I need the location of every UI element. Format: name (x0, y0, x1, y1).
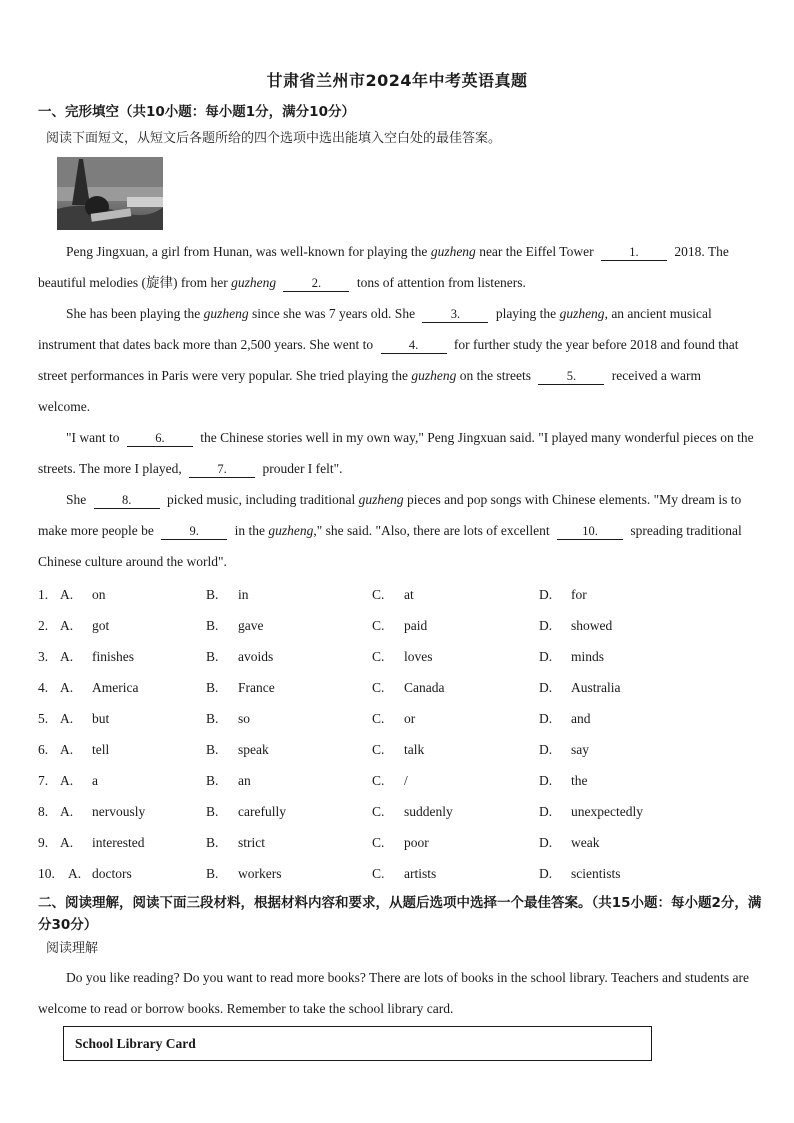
blank-4: 4. (381, 337, 447, 354)
option-text: or (404, 711, 416, 726)
option-text: unexpectedly (571, 804, 643, 819)
option-text: scientists (571, 866, 621, 881)
option-letter: D. (539, 587, 553, 602)
option-text: in (238, 587, 249, 602)
option-b[interactable] (206, 827, 265, 858)
options-list (38, 579, 754, 889)
section2-instruction: 阅读理解 (46, 941, 99, 956)
option-text: America (92, 680, 139, 695)
option-letter: C. (372, 742, 385, 757)
option-letter: D. (539, 680, 553, 695)
option-letter: B. (206, 835, 219, 850)
question-options (38, 672, 754, 703)
option-d[interactable] (539, 796, 643, 827)
text: in the (231, 523, 269, 538)
option-b[interactable] (206, 858, 282, 889)
option-text: weak (571, 835, 600, 850)
question-options (38, 641, 754, 672)
option-d[interactable] (539, 858, 621, 889)
text: tons of attention from listeners. (353, 275, 526, 290)
option-letter: A. (60, 680, 74, 695)
option-c[interactable] (372, 610, 427, 641)
blank-2: 2. (283, 275, 349, 292)
blank-7: 7. (189, 461, 255, 478)
option-letter: D. (539, 711, 553, 726)
option-text: carefully (238, 804, 286, 819)
option-c[interactable] (372, 734, 424, 765)
option-text: finishes (92, 649, 134, 664)
option-text: Canada (404, 680, 445, 695)
question-number: 2. (38, 618, 49, 633)
option-letter: D. (539, 835, 553, 850)
option-text: avoids (238, 649, 274, 664)
option-text: a (92, 773, 98, 788)
option-text: suddenly (404, 804, 453, 819)
question-options (38, 579, 754, 610)
option-letter: B. (206, 618, 219, 633)
text: since she was 7 years old. She (248, 306, 419, 321)
option-text: tell (92, 742, 110, 757)
option-a[interactable] (38, 765, 98, 796)
option-text: poor (404, 835, 429, 850)
option-c[interactable] (372, 641, 433, 672)
text: Do you like reading? Do you want to read more books? There are lots of books in the school library. Teachers and students are welcome to read or borrow books. Remember to take the school library card. (38, 970, 749, 1016)
option-b[interactable] (206, 734, 269, 765)
option-text: artists (404, 866, 437, 881)
option-b[interactable] (206, 610, 263, 641)
option-text: gave (238, 618, 264, 633)
section1-instruction: 阅读下面短文，从短文后各题所给的四个选项中选出能填入空白处的最佳答案。 (46, 131, 502, 146)
question-number: 6. (38, 742, 49, 757)
option-letter: C. (372, 773, 385, 788)
option-text: an (238, 773, 251, 788)
eiffel-tower-photo (57, 157, 163, 230)
guzheng-term: guzheng (559, 306, 605, 321)
blank-1: 1. (601, 244, 667, 261)
reading-intro (38, 962, 754, 1024)
guzheng-term: guzheng (231, 275, 277, 290)
option-letter: C. (372, 618, 385, 633)
question-number: 10. (38, 866, 55, 881)
option-text: doctors (92, 866, 132, 881)
question-number: 7. (38, 773, 49, 788)
question-number: 8. (38, 804, 49, 819)
option-text: paid (404, 618, 428, 633)
option-letter: A. (60, 711, 74, 726)
option-letter: A. (60, 649, 74, 664)
passage-paragraph-4 (38, 484, 754, 577)
option-c[interactable] (372, 672, 444, 703)
option-b[interactable] (206, 703, 250, 734)
option-text: minds (571, 649, 605, 664)
text: picked music, including traditional (163, 492, 359, 507)
option-c[interactable] (372, 703, 415, 734)
option-letter: D. (539, 866, 553, 881)
blank-8: 8. (94, 492, 160, 509)
option-text: speak (238, 742, 269, 757)
option-letter: B. (206, 680, 219, 695)
question-options (38, 858, 754, 889)
option-text: Australia (571, 680, 621, 695)
option-text: interested (92, 835, 145, 850)
option-d[interactable] (539, 579, 587, 610)
text: on the streets (456, 368, 535, 383)
text: spreading traditional Chinese culture around the world". (38, 523, 742, 569)
option-letter: A. (60, 773, 74, 788)
option-a[interactable] (38, 641, 134, 672)
option-c[interactable] (372, 858, 436, 889)
option-text: the (571, 773, 588, 788)
option-letter: B. (206, 587, 219, 602)
option-text: so (238, 711, 251, 726)
option-text: got (92, 618, 110, 633)
option-letter: A. (60, 618, 74, 633)
question-number: 5. (38, 711, 49, 726)
option-text: strict (238, 835, 265, 850)
blank-9: 9. (161, 523, 227, 540)
section1-heading: 一、完形填空（共10小题：每小题1分，满分10分） (38, 104, 355, 120)
option-text: workers (238, 866, 282, 881)
option-c[interactable] (372, 827, 429, 858)
blank-3: 3. (422, 306, 488, 323)
guzheng-term: guzheng (430, 244, 476, 259)
option-a[interactable] (38, 610, 109, 641)
option-letter: B. (206, 742, 219, 757)
text: received a warm welcome. (38, 368, 701, 414)
question-number: 3. (38, 649, 49, 664)
option-text: and (571, 711, 591, 726)
option-text: but (92, 711, 110, 726)
question-options (38, 765, 754, 796)
option-d[interactable] (539, 641, 604, 672)
option-letter: A. (68, 866, 82, 881)
option-letter: D. (539, 742, 553, 757)
option-a[interactable] (38, 734, 109, 765)
text: "I want to (66, 430, 123, 445)
option-letter: A. (60, 835, 74, 850)
option-d[interactable] (539, 610, 612, 641)
question-number: 1. (38, 587, 49, 602)
blank-5: 5. (538, 368, 604, 385)
option-text: loves (404, 649, 433, 664)
option-a[interactable] (38, 796, 145, 827)
option-text: France (238, 680, 275, 695)
option-text: / (404, 773, 408, 788)
library-card-title: School Library Card (75, 1036, 196, 1051)
passage-paragraph-3 (38, 422, 754, 484)
option-text: showed (571, 618, 613, 633)
text: Peng Jingxuan, a girl from Hunan, was well-known for playing the (66, 244, 431, 259)
photo-illustration (57, 157, 163, 230)
option-text: nervously (92, 804, 146, 819)
option-a[interactable] (38, 703, 109, 734)
blank-6: 6. (127, 430, 193, 447)
option-b[interactable] (206, 796, 286, 827)
option-text: say (571, 742, 589, 757)
option-letter: C. (372, 835, 385, 850)
guzheng-term: guzheng (203, 306, 249, 321)
option-a[interactable] (38, 858, 132, 889)
guzheng-term: guzheng (411, 368, 457, 383)
option-letter: B. (206, 804, 219, 819)
option-text: for (571, 587, 587, 602)
option-text: at (404, 587, 414, 602)
option-d[interactable] (539, 703, 591, 734)
option-letter: C. (372, 866, 385, 881)
text (276, 275, 279, 290)
option-letter: C. (372, 804, 385, 819)
option-c[interactable] (372, 796, 453, 827)
option-text: talk (404, 742, 425, 757)
option-d[interactable] (539, 672, 621, 703)
option-b[interactable] (206, 579, 249, 610)
text: for further study the year before 2018 and found that street performances in Paris were very popular. She tried playing the (38, 337, 739, 383)
question-options (38, 703, 754, 734)
page-title: 甘肃省兰州市2024年中考英语真题 (266, 71, 528, 90)
text: pieces and pop songs with Chinese elements. "My dream is to make more people be (38, 492, 742, 538)
option-letter: B. (206, 711, 219, 726)
option-letter: D. (539, 804, 553, 819)
option-b[interactable] (206, 672, 275, 703)
guzheng-term: guzheng (268, 523, 314, 538)
text: the Chinese stories well in my own way," Peng Jingxuan said. "I played many wonderful pieces on the streets. The more I played, (38, 430, 754, 476)
question-options (38, 827, 754, 858)
passage-paragraph-2 (38, 298, 754, 422)
library-card-table (63, 1026, 652, 1061)
text: ," she said. "Also, there are lots of excellent (313, 523, 554, 538)
option-text: on (92, 587, 106, 602)
text: , an ancient musical instrument that dates back more than 2,500 years. She went to (38, 306, 712, 352)
option-letter: C. (372, 711, 385, 726)
section2-heading: 二、阅读理解，阅读下面三段材料，根据材料内容和要求，从题后选项中选择一个最佳答案。（共15小题：每小题2分，满分30分） (38, 895, 762, 933)
text: near the Eiffel Tower (475, 244, 597, 259)
blank-10: 10. (557, 523, 623, 540)
guzheng-term: guzheng (358, 492, 404, 507)
option-letter: B. (206, 649, 219, 664)
option-a[interactable] (38, 827, 144, 858)
passage-paragraph-1 (38, 236, 754, 298)
question-number: 9. (38, 835, 49, 850)
text: 2018. The beautiful melodies (旋律) from her (38, 244, 729, 290)
option-a[interactable] (38, 672, 138, 703)
text: She has been playing the (66, 306, 204, 321)
option-a[interactable] (38, 579, 106, 610)
option-d[interactable] (539, 734, 589, 765)
option-letter: D. (539, 649, 553, 664)
option-b[interactable] (206, 641, 273, 672)
option-c[interactable] (372, 579, 414, 610)
option-letter: C. (372, 587, 385, 602)
option-c[interactable] (372, 765, 408, 796)
option-letter: A. (60, 742, 74, 757)
option-letter: A. (60, 804, 74, 819)
option-letter: C. (372, 680, 385, 695)
option-b[interactable] (206, 765, 251, 796)
question-number: 4. (38, 680, 49, 695)
text: playing the (492, 306, 560, 321)
option-letter: A. (60, 587, 74, 602)
option-letter: D. (539, 773, 553, 788)
question-options (38, 610, 754, 641)
question-options (38, 734, 754, 765)
option-letter: B. (206, 866, 219, 881)
option-d[interactable] (539, 765, 588, 796)
question-options (38, 796, 754, 827)
option-letter: C. (372, 649, 385, 664)
option-letter: D. (539, 618, 553, 633)
option-d[interactable] (539, 827, 599, 858)
text: She (66, 492, 90, 507)
text: prouder I felt". (259, 461, 343, 476)
option-letter: B. (206, 773, 219, 788)
